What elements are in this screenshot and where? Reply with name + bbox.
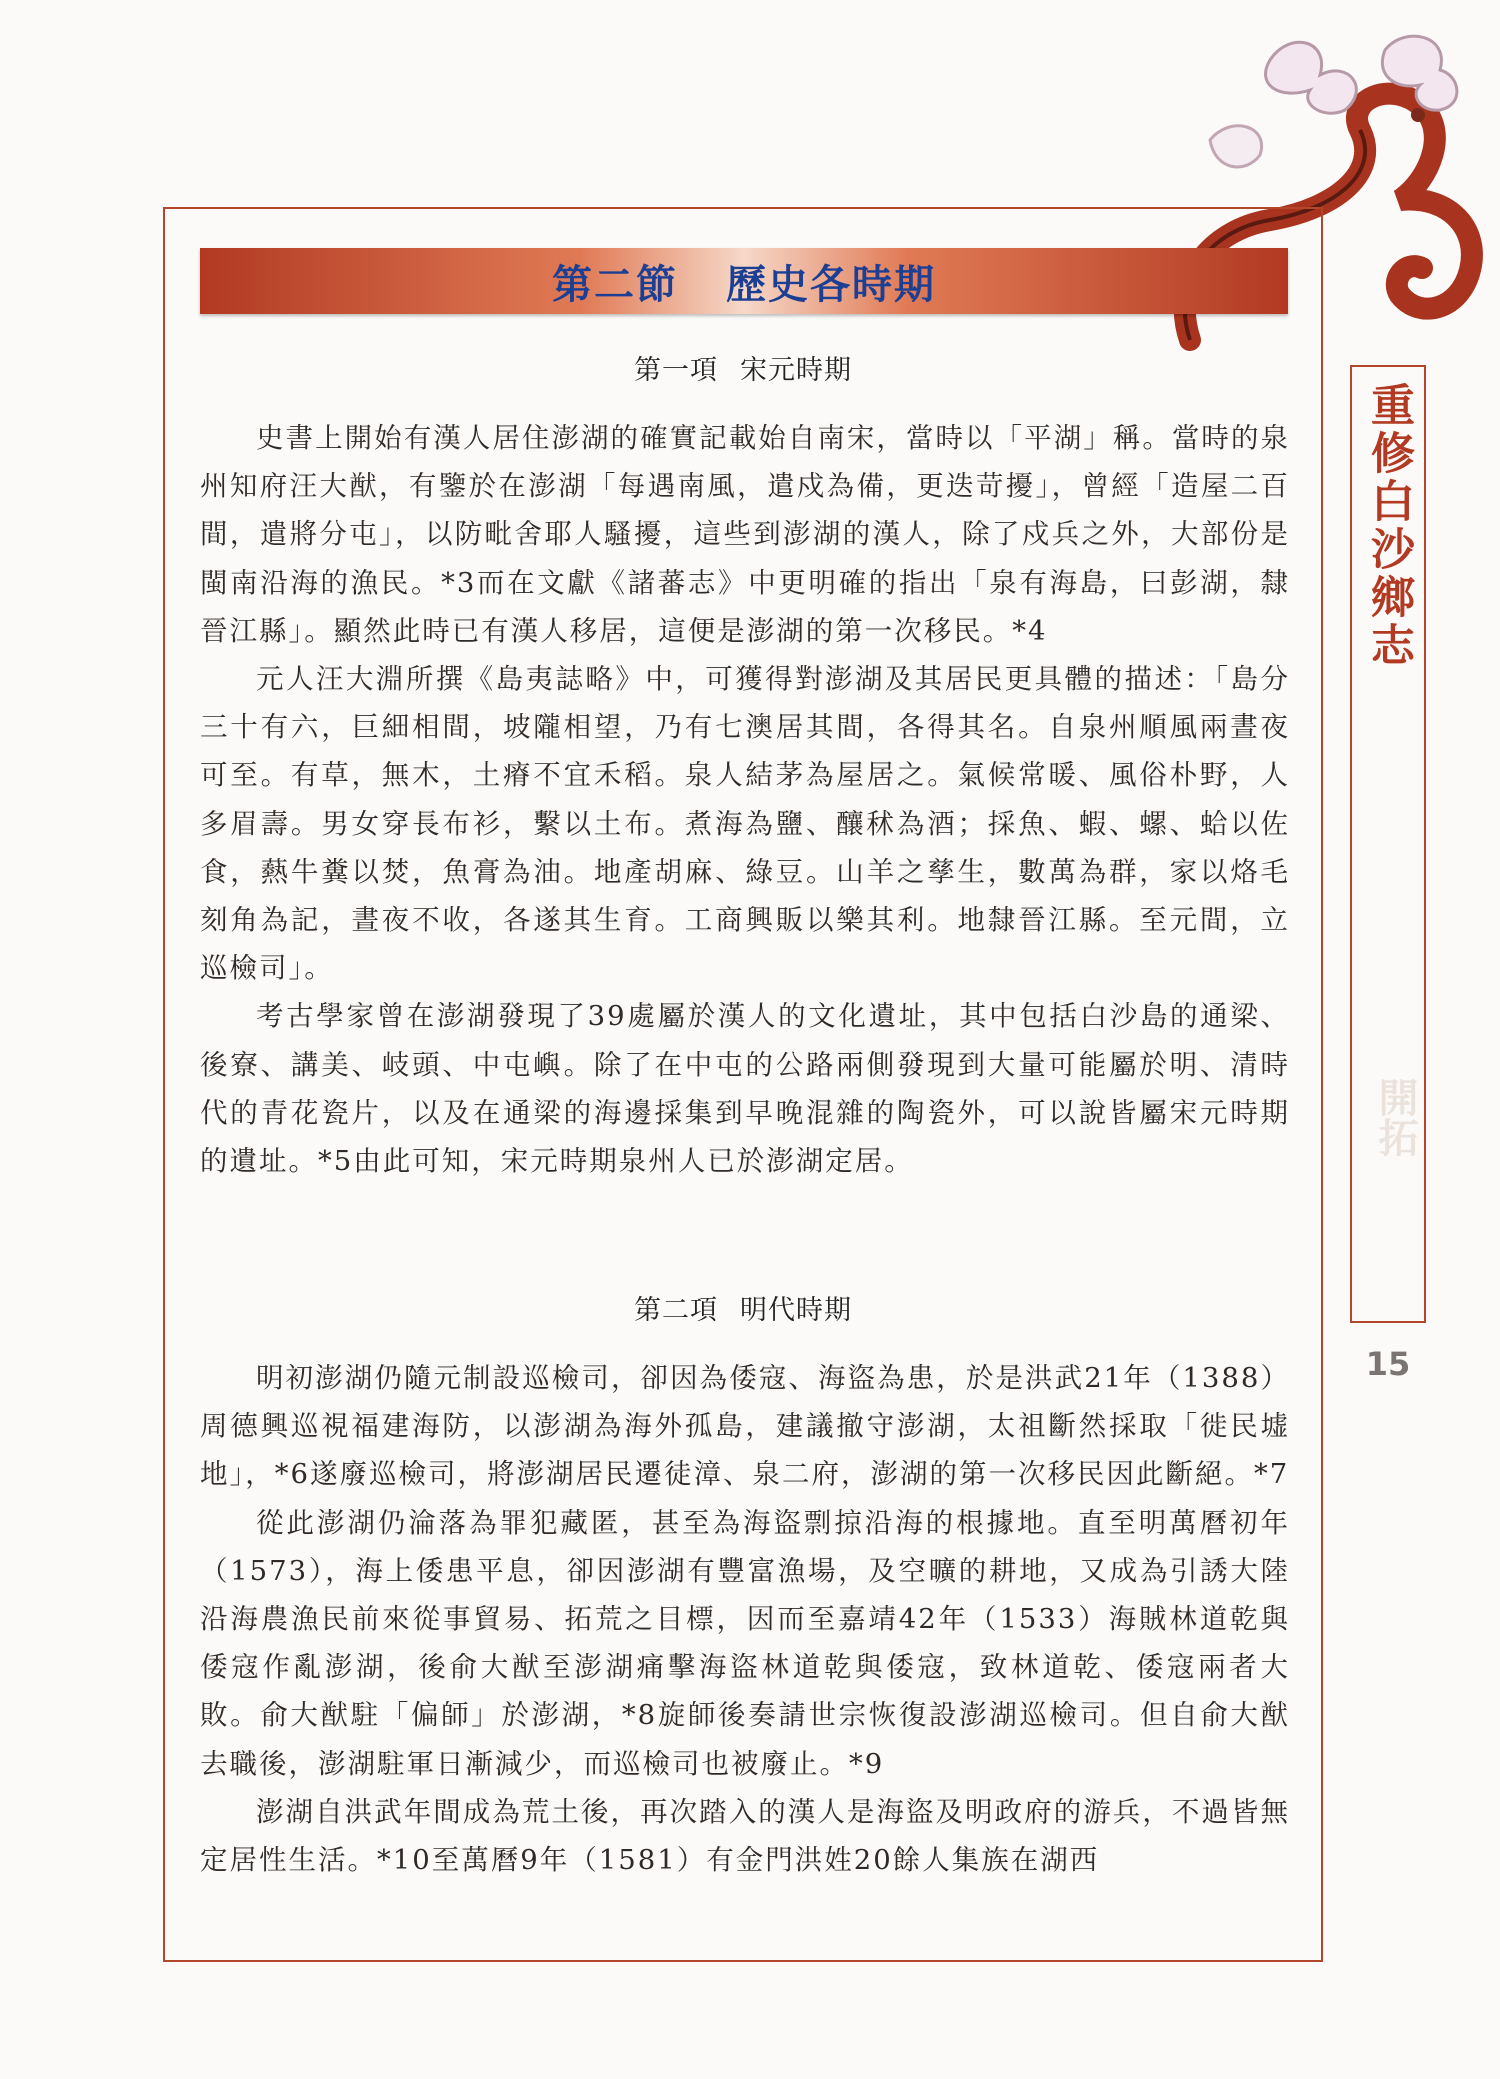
chapter-watermark: 開拓 (1372, 1077, 1419, 1157)
book-title: 重修白沙鄉志 (1363, 382, 1414, 670)
page-number: 15 (1365, 1345, 1411, 1383)
section-title-banner (200, 248, 1288, 314)
subsection-number: 第二項 (634, 1295, 718, 1326)
section-title-part1: 第二節 (552, 260, 678, 308)
subsection-name: 宋元時期 (740, 355, 852, 386)
side-tab (1350, 365, 1426, 1323)
ming-body (200, 1354, 1290, 1884)
subsection-title-ming (163, 1288, 1323, 1327)
subsection-name: 明代時期 (740, 1295, 852, 1326)
song-yuan-body (200, 414, 1290, 1185)
section-title-part2: 歷史各時期 (726, 260, 936, 308)
paragraph: 明初澎湖仍隨元制設巡檢司，卻因為倭寇、海盜為患，於是洪武21年（1388）周德興巡視福建海防，以澎湖為海外孤島，建議撤守澎湖，太祖斷然採取「徙民墟地」，*6遂廢巡檢司，將澎湖居民遷徒漳、泉二府，澎湖的第一次移民因此斷絕。*7 (200, 1362, 1290, 1491)
subsection-number: 第一項 (634, 355, 718, 386)
subsection-title-song-yuan (163, 348, 1323, 387)
paragraph: 考古學家曾在澎湖發現了39處屬於漢人的文化遺址，其中包括白沙島的通梁、後寮、講美、岐頭、中屯嶼。除了在中屯的公路兩側發現到大量可能屬於明、清時代的青花瓷片，以及在通梁的海邊採集到早晚混雜的陶瓷外，可以說皆屬宋元時期的遺址。*5由此可知，宋元時期泉州人已於澎湖定居。 (200, 1000, 1290, 1178)
paragraph: 澎湖自洪武年間成為荒土後，再次踏入的漢人是海盜及明政府的游兵，不過皆無定居性生活。*10至萬曆9年（1581）有金門洪姓20餘人集族在湖西 (200, 1795, 1290, 1877)
paragraph: 史書上開始有漢人居住澎湖的確實記載始自南宋，當時以「平湖」稱。當時的泉州知府汪大猷，有鑒於在澎湖「每遇南風，遣戍為備，更迭苛擾」，曾經「造屋二百間，遣將分屯」，以防毗舍耶人騷擾，這些到澎湖的漢人，除了戍兵之外，大部份是閩南沿海的漁民。*3而在文獻《諸蕃志》中更明確的指出「泉有海島，曰彭湖，隸晉江縣」。顯然此時已有漢人移居，這便是澎湖的第一次移民。*4 (200, 422, 1290, 647)
paragraph: 元人汪大淵所撰《島夷誌略》中，可獲得對澎湖及其居民更具體的描述：「島分三十有六，巨細相間，坡隴相望，乃有七澳居其間，各得其名。自泉州順風兩晝夜可至。有草，無木，土瘠不宜禾稻。泉人結茅為屋居之。氣候常暖、風俗朴野，人多眉壽。男女穿長布衫，繫以土布。煮海為鹽、釀秫為酒；採魚、蝦、螺、蛤以佐食，爇牛糞以焚，魚膏為油。地產胡麻、綠豆。山羊之孳生，數萬為群，家以烙毛刻角為記，晝夜不收，各遂其生育。工商興販以樂其利。地隸晉江縣。至元間，立巡檢司」。 (200, 663, 1290, 985)
paragraph: 從此澎湖仍淪落為罪犯藏匿，甚至為海盜剽掠沿海的根據地。直至明萬曆初年（1573），海上倭患平息，卻因澎湖有豐富漁場，及空曠的耕地，又成為引誘大陸沿海農漁民前來從事貿易、拓荒之目標，因而至嘉靖42年（1533）海賊林道乾與倭寇作亂澎湖，後俞大猷至澎湖痛擊海盜林道乾與倭寇，致林道乾、倭寇兩者大敗。俞大猷駐「偏師」於澎湖，*8旋師後奏請世宗恢復設澎湖巡檢司。但自俞大猷去職後，澎湖駐軍日漸減少，而巡檢司也被廢止。*9 (200, 1506, 1290, 1780)
